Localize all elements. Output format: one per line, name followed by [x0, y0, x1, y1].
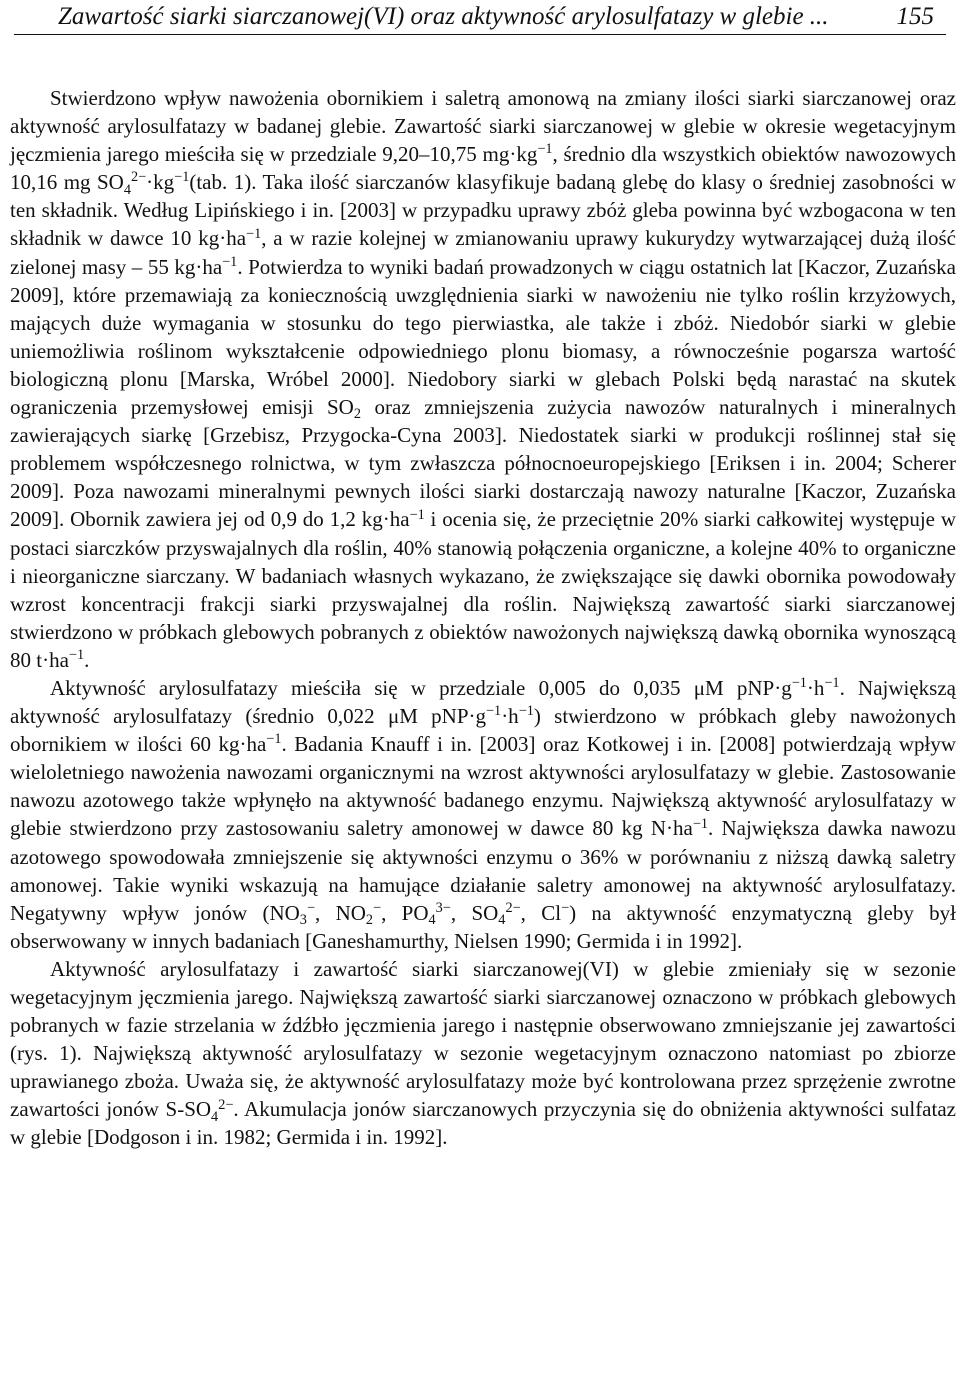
superscript: −1 — [68, 647, 85, 664]
paragraph-2: Aktywność arylosulfatazy mieściła się w przedziale 0,005 do 0,035 μM $pNP\cdot g^{-1}\cdot h^{-1}$. Największą aktywność arylosulfatazy (średnio 0,022 μM $pNP\cdot g^{-1}\cdot h^{-1}$) stwierdzono w próbkach gleby nawożonych obornikiem w ilości 60 $kg\cdot ha^{-1}$. Badania Knauff i in. [2003] oraz Kotkowej i in. [2008] potwierdzają wpływ wieloletniego nawożenia nawozami organicznymi na wzrost aktywności arylosulfatazy w glebie. Zastosowanie nawozu azotowego także wpłynęło na aktywność badanego enzymu. Największą aktywność arylosulfatazy w glebie stwierdzono przy zastosowaniu saletry amonowej w dawce 80 kg $N\cdot ha^{-1}$. Największa dawka nawozu azotowego spowodowała zmniejszenie się aktywności enzymu o 36% w porównaniu z niższą dawką saletry amonowej. Takie wyniki wskazują na hamujące działanie saletry amonowej na aktywność arylosulfatazy. Negatywny wpływ jonów ($NO_3^-$, $NO_2^-$, $PO_4^{3-}$, $SO_4^{2-}$, Cl−) na aktywność enzymatyczną gleby był obserwowany w innych badaniach [Ganeshamurthy, Nielsen 1990; Germida i in 1992]. — [10, 675, 956, 953]
superscript: −1 — [409, 506, 425, 523]
subscript: 2 — [353, 406, 361, 423]
superscript: 2− — [505, 899, 521, 916]
superscript: −1 — [222, 253, 238, 270]
superscript: −1 — [246, 225, 262, 242]
body-text — [10, 84, 956, 1152]
superscript: −1 — [518, 703, 534, 720]
subscript: 2 — [365, 912, 374, 928]
superscript: −1 — [824, 675, 840, 692]
superscript: 2− — [130, 169, 147, 186]
paragraph-3: Aktywność arylosulfatazy i zawartość siarki siarczanowej(VI) w glebie zmieniały się w sezonie wegetacyjnym jęczmienia jarego. Największą zawartość siarki siarczanowej oznaczono w próbkach glebowych pobranych w fazie strzelania w źdźbło jęczmienia jarego i następnie obserwowano zmniejszanie jej zawartości (rys. 1). Największą aktywność arylosulfatazy w sezonie wegetacyjnym oznaczono natomiast po zbiorze uprawianego zboża. Uważa się, że aktywność arylosulfatazy może być kontrolowana przez sprzężenie zwrotne zawartości jonów $S-SO_4^{2-}$. Akumulacja jonów siarczanowych przyczynia się do obniżenia aktywności sulfataz w glebie [Dodgoson i in. 1982; Germida i in. 1992]. — [10, 956, 956, 1150]
running-header — [14, 2, 946, 35]
superscript: 3− — [435, 899, 451, 916]
superscript: − — [373, 899, 382, 916]
subscript: 3 — [299, 912, 307, 928]
subscript: 4 — [123, 181, 131, 198]
superscript: −1 — [537, 141, 553, 158]
superscript: −1 — [486, 703, 502, 720]
superscript: −1 — [174, 169, 190, 186]
superscript: − — [306, 899, 315, 916]
running-title: Zawartość siarki siarczanowej(VI) oraz aktywność arylosulfatazy w glebie ... — [58, 3, 829, 30]
superscript: −1 — [692, 815, 709, 832]
superscript: − — [561, 899, 570, 916]
subscript: 4 — [211, 1108, 219, 1125]
superscript: −1 — [791, 675, 807, 692]
subscript: 4 — [428, 912, 436, 928]
superscript: 2− — [218, 1096, 234, 1113]
page-number: 155 — [896, 3, 934, 30]
paragraph-1: Stwierdzono wpływ nawożenia obornikiem i saletrą amonową na zmiany ilości siarki siarczanowej oraz aktywność arylosulfatazy w badanej glebie. Zawartość siarki siarczanowej w glebie w okresie wegetacyjnym jęczmienia jarego mieściła się w przedziale 9,20–10,75 $mg\cdot kg^{-1}$, średnio dla wszystkich obiektów nawozowych 10,16 mg $SO_4^{2-}\cdot kg^{-1}(tab$. 1). Taka ilość siarczanów klasyfikuje badaną glebę do klasy o średniej zasobności w ten składnik. Według Lipińskiego i in. [2003] w przypadku uprawy zbóż gleba powinna być wzbogacona w ten składnik w dawce 10 $kg\cdot ha^{-1}$, a w razie kolejnej w zmianowaniu uprawy kukurydzy wytwarzającej dużą ilość zielonej masy – 55 $kg\cdot ha^{-1}$. Potwierdza to wyniki badań prowadzonych w ciągu ostatnich lat [Kaczor, Zuzańska 2009], które przemawiają za koniecznością uwzględnienia siarki w nawożeniu nie tylko roślin krzyżowych, mających duże wymagania w stosunku do tego pierwiastka, ale także i zbóż. Niedobór siarki w glebie uniemożliwia roślinom wykształcenie odpowiedniego plonu biomasy, a równocześnie pogarsza wartość biologiczną plonu [Marska, Wróbel 2000]. Niedobory siarki w glebach Polski będą narastać na skutek ograniczenia przemysłowej emisji $SO_2$ oraz zmniejszenia zużycia nawozów naturalnych i mineralnych zawierających siarkę [Grzebisz, Przygocka-Cyna 2003]. Niedostatek siarki w produkcji roślinnej stał się problemem współczesnego rolnictwa, w tym zwłaszcza północnoeuropejskiego [Eriksen i in. 2004; Scherer 2009]. Poza nawozami mineralnymi pewnych ilości siarki dostarczają nawozy naturalne [Kaczor, Zuzańska 2009]. Obornik zawiera jej od 0,9 do 1,2 $kg\cdot ha^{-1}$ i ocenia się, że przeciętnie 20% siarki całkowitej występuje w postaci siarczków przyswajalnych dla roślin, 40% stanowią połączenia organiczne, a kolejne 40% to organiczne i nieorganiczne siarczany. W badaniach własnych wykazano, że zwiększające się dawki obornika powodowały wzrost koncentracji frakcji siarki przyswajalnej dla roślin. Największą zawartość siarki siarczanowej stwierdzono w próbkach glebowych pobranych z obiektów nawożonych największą dawką obornika wynoszącą 80 $t\cdot ha^{-1}$. — [10, 86, 956, 672]
superscript: −1 — [266, 731, 282, 748]
subscript: 4 — [498, 912, 506, 928]
